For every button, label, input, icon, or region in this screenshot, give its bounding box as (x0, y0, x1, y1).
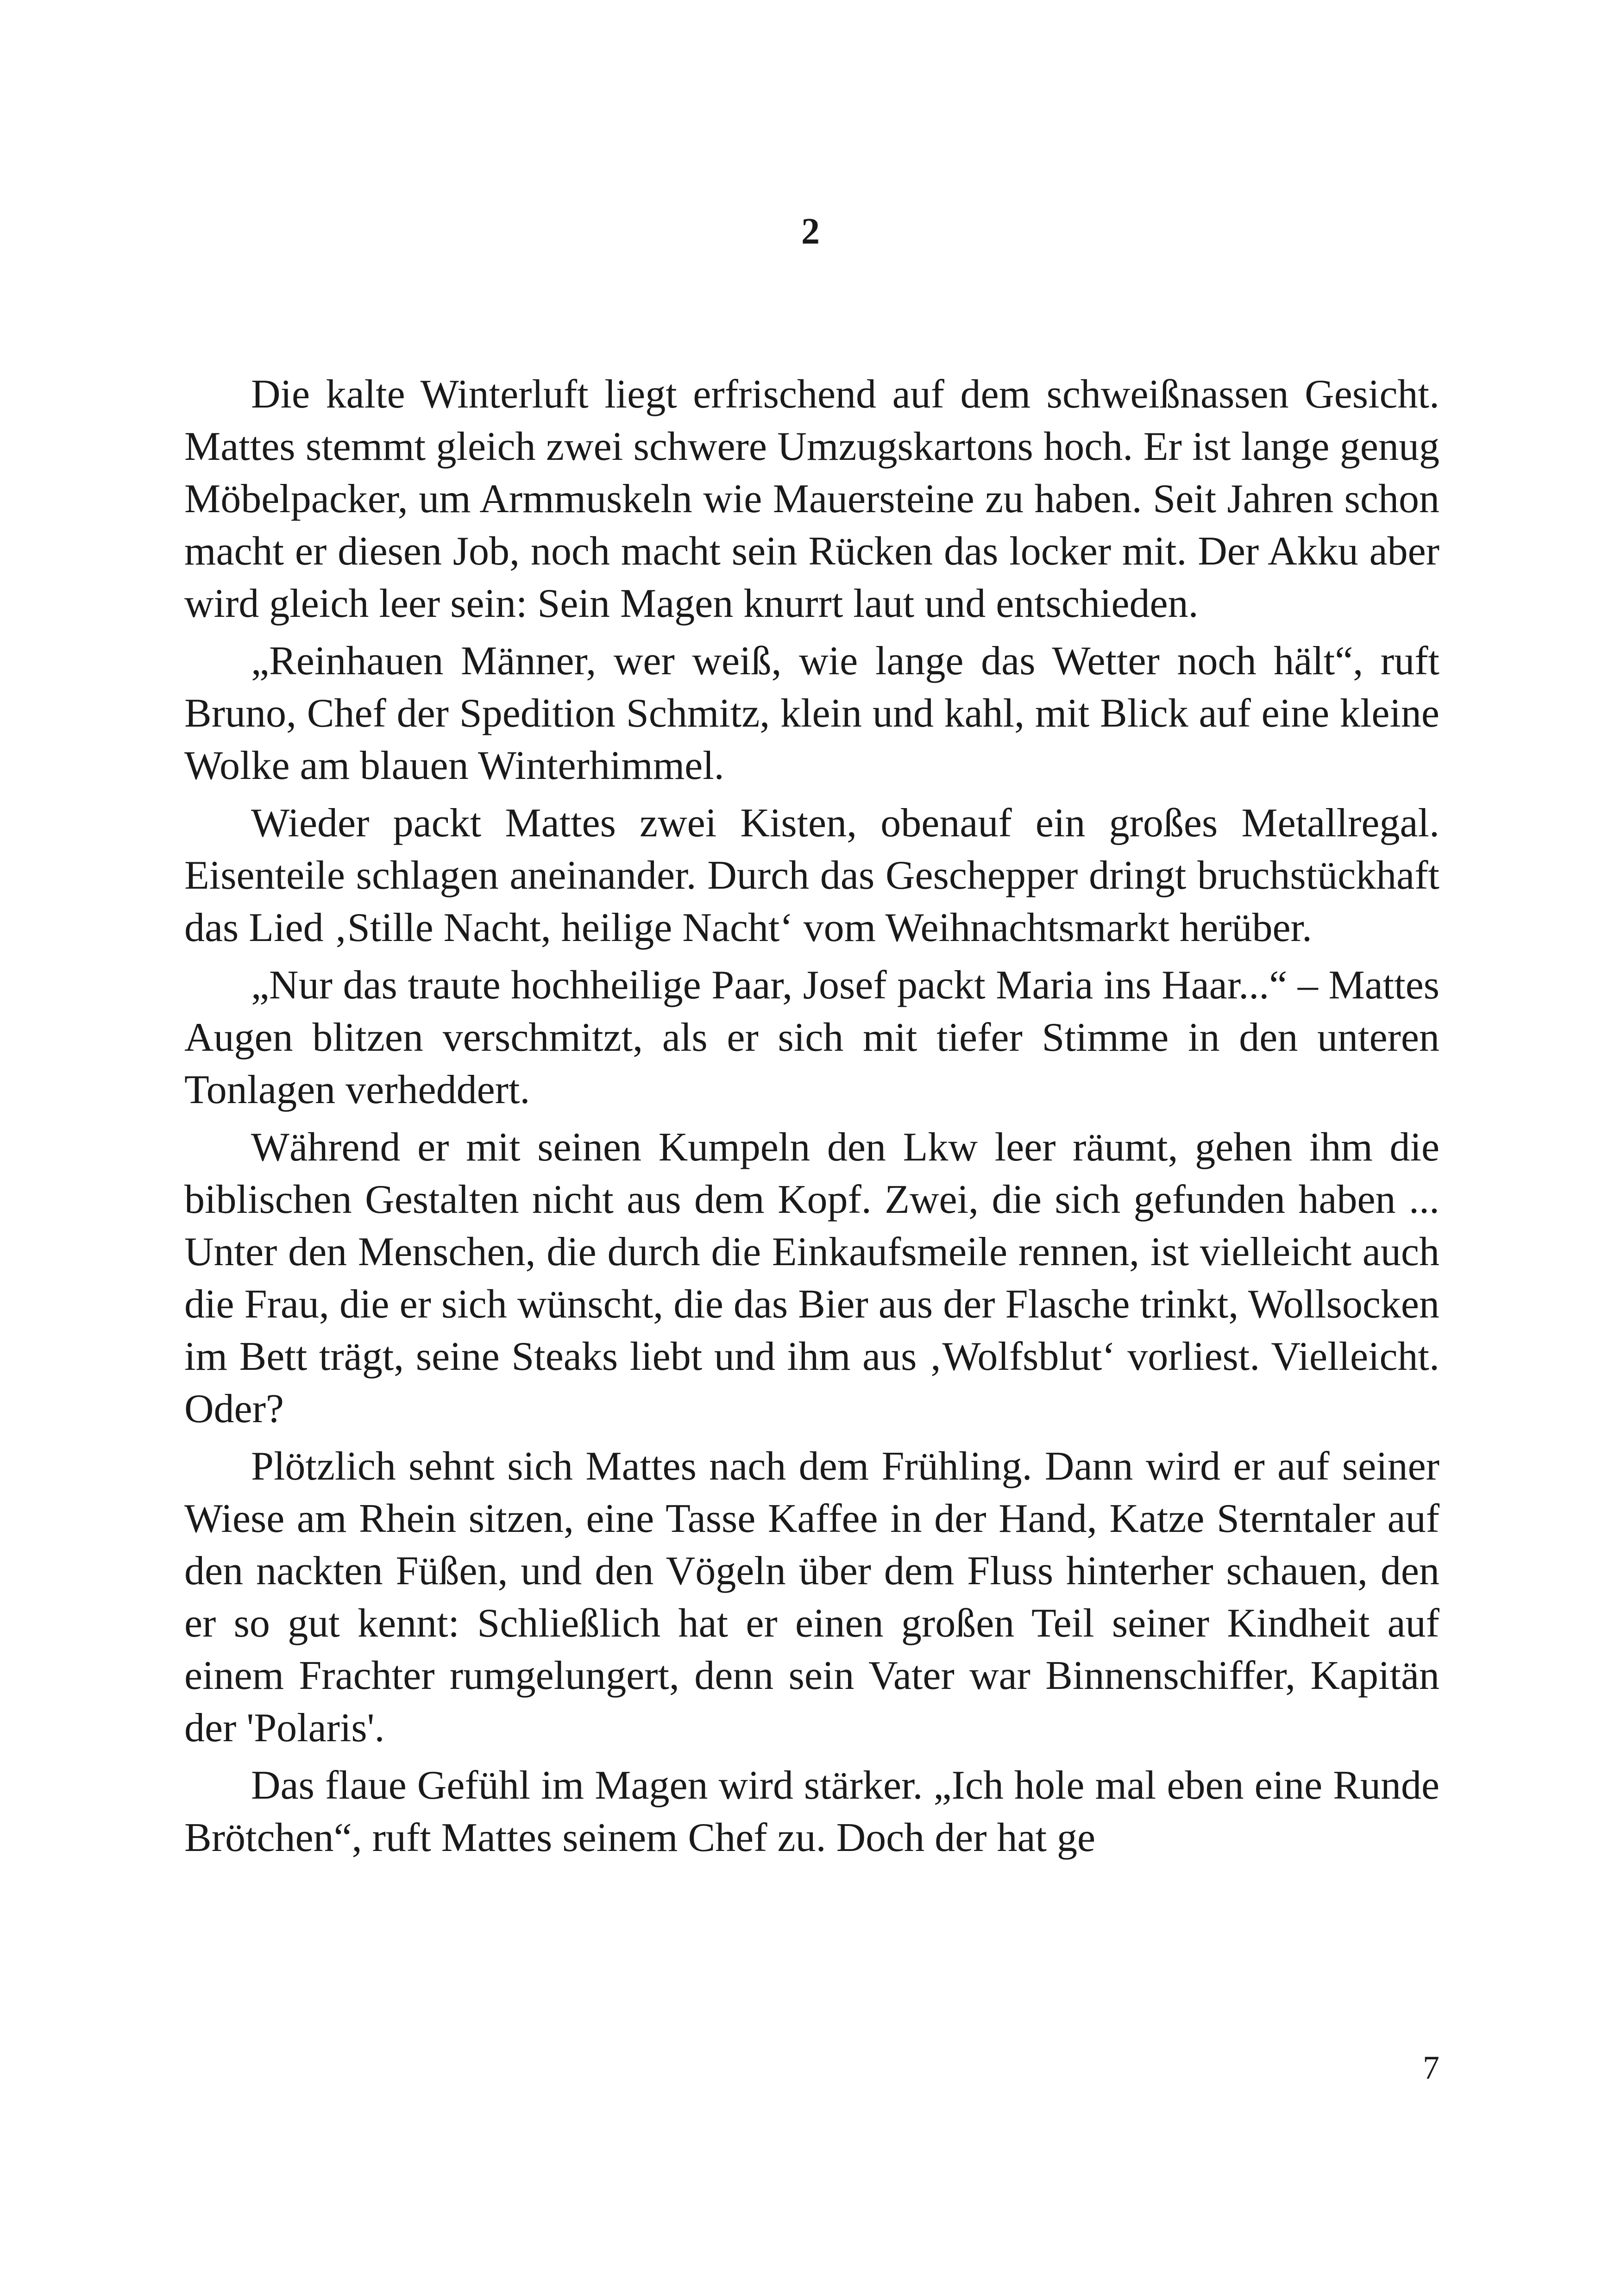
paragraph: „Reinhauen Männer, wer weiß, wie lange das Wetter noch hält“, ruft Bruno, Chef der Spedition Schmitz, klein und kahl, mit Blick auf eine kleine Wolke am blauen Winterhimmel. (184, 639, 1439, 788)
page-number: 7 (1423, 2049, 1439, 2086)
body-text (184, 368, 1439, 1864)
paragraph: Während er mit seinen Kumpeln den Lkw leer räumt, gehen ihm die biblischen Gestalten nicht aus dem Kopf. Zwei, die sich gefunden haben ... Unter den Menschen, die durch die Einkaufsmeile rennen, ist vielleicht auch die Frau, die er sich wünscht, die das Bier aus der Flasche trinkt, Wollsocken im Bett trägt, seine Steaks liebt und ihm aus ‚Wolfsblut‘ vorliest. Vielleicht. Oder? (184, 1125, 1439, 1431)
paragraph: Das flaue Gefühl im Magen wird stärker. „Ich hole mal eben eine Runde Brötchen“, ruft Mattes seinem Chef zu. Doch der hat ge (184, 1763, 1439, 1860)
paragraph: „Nur das traute hochheilige Paar, Josef packt Maria ins Haar...“ – Mattes Augen blitzen verschmitzt, als er sich mit tiefer Stimme in den unteren Tonlagen verheddert. (184, 963, 1439, 1112)
paragraph: Wieder packt Mattes zwei Kisten, obenauf ein großes Metallregal. Eisenteile schlagen aneinander. Durch das Geschepper dringt bruchstückhaft das Lied ‚Stille Nacht, heilige Nacht‘ vom Weihnachtsmarkt herüber. (184, 801, 1439, 950)
paragraph: Die kalte Winterluft liegt erfrischend auf dem schweißnassen Gesicht. Mattes stemmt gleich zwei schwere Umzugskartons hoch. Er ist lange genug Möbelpacker, um Armmuskeln wie Mauersteine zu haben. Seit Jahren schon macht er diesen Job, noch macht sein Rücken das locker mit. Der Akku aber wird gleich leer sein: Sein Magen knurrt laut und entschieden. (184, 372, 1439, 626)
paragraph: Plötzlich sehnt sich Mattes nach dem Frühling. Dann wird er auf seiner Wiese am Rhein sitzen, eine Tasse Kaffee in der Hand, Katze Sterntaler auf den nackten Füßen, und den Vögeln über dem Fluss hinterher schauen, den er so gut kennt: Schließlich hat er einen großen Teil seiner Kindheit auf einem Frachter rumgelungert, denn sein Vater war Binnenschiffer, Kapitän der 'Polaris'. (184, 1444, 1439, 1750)
chapter-number: 2 (801, 211, 820, 252)
